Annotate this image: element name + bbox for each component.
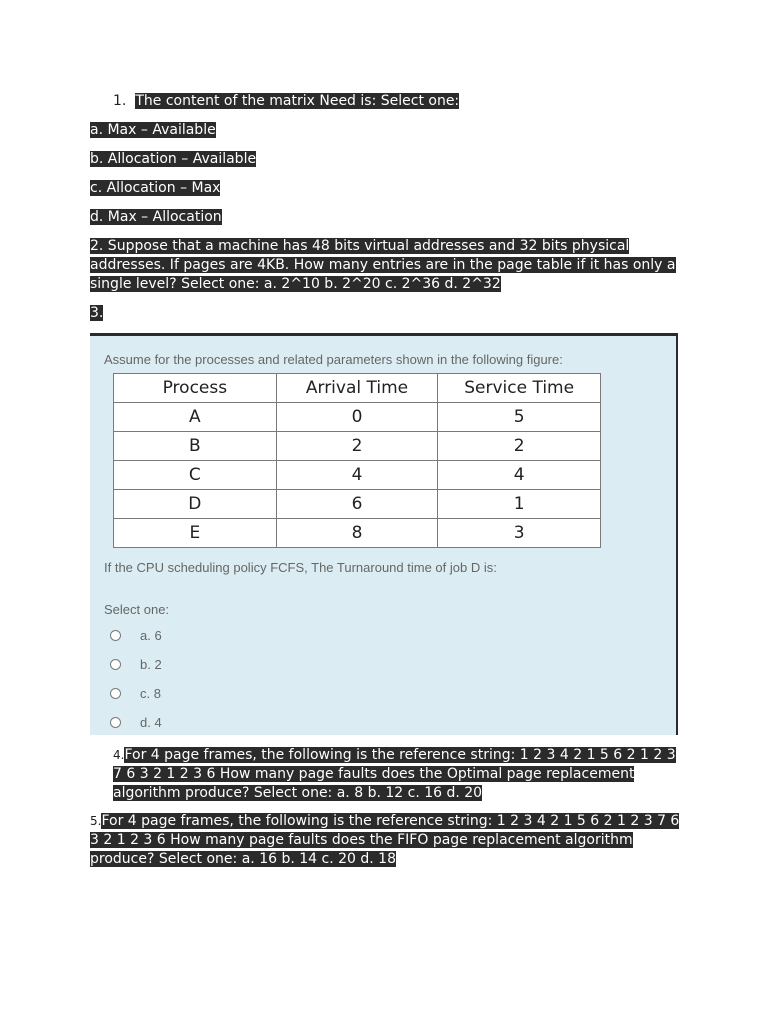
question-4-text-2: 7 6 3 2 1 2 3 6 How many page faults does the Optimal page replacement	[113, 766, 635, 782]
cell-service: 5	[438, 403, 601, 432]
header-process: Process	[114, 374, 277, 403]
option-a-label: a. Max – Available	[90, 122, 216, 138]
question-1-number: 1.	[113, 93, 127, 109]
question-5-text-3: produce? Select one: a. 16 b. 14 c. 20 d. 18	[90, 851, 396, 867]
table-header-row	[114, 374, 601, 403]
process-table	[113, 373, 601, 548]
question-4-line-2	[113, 765, 634, 784]
cell-process: B	[114, 432, 277, 461]
question-1-text: The content of the matrix Need is: Select one:	[135, 93, 460, 109]
option-c-label: c. Allocation – Max	[90, 180, 221, 196]
question-2-text-2: addresses. If pages are 4KB. How many entries are in the page table if it has only a	[90, 257, 676, 273]
question-5-line-2	[90, 831, 633, 850]
answer-option-label: a. 6	[140, 627, 162, 643]
question-2-line-3	[90, 275, 501, 294]
question-3-figure	[90, 333, 678, 735]
answer-option-label: c. 8	[140, 685, 161, 701]
question-2-text-1: 2. Suppose that a machine has 48 bits virtual addresses and 32 bits physical	[90, 238, 630, 254]
question-1	[113, 92, 459, 111]
question-5-line-3	[90, 850, 396, 869]
table-row	[114, 519, 601, 548]
radio-button[interactable]	[110, 717, 121, 728]
question-4-line-1	[113, 746, 676, 765]
cell-process: E	[114, 519, 277, 548]
question-2-line-2	[90, 256, 676, 275]
answer-option-c[interactable]	[110, 684, 161, 702]
answer-option-label: b. 2	[140, 656, 162, 672]
cell-arrival: 8	[276, 519, 438, 548]
figure-intro: Assume for the processes and related parameters shown in the following figure:	[104, 352, 563, 367]
answer-option-b[interactable]	[110, 655, 162, 673]
question-4-text-1: For 4 page frames, the following is the reference string: 1 2 3 4 2 1 5 6 2 1 2 3	[124, 747, 676, 763]
question-4-line-3	[113, 784, 482, 803]
radio-button[interactable]	[110, 630, 121, 641]
question-1-option-d	[90, 208, 222, 227]
cell-arrival: 2	[276, 432, 438, 461]
header-service-time: Service Time	[438, 374, 601, 403]
table-row	[114, 432, 601, 461]
cell-arrival: 4	[276, 461, 438, 490]
cell-process: A	[114, 403, 277, 432]
header-arrival-time: Arrival Time	[276, 374, 438, 403]
question-1-option-a	[90, 121, 216, 140]
cell-process: D	[114, 490, 277, 519]
select-one-label: Select one:	[104, 602, 170, 617]
question-5-text-1: For 4 page frames, the following is the reference string: 1 2 3 4 2 1 5 6 2 1 2 3 7 6	[101, 813, 680, 829]
radio-button[interactable]	[110, 688, 121, 699]
option-b-label: b. Allocation – Available	[90, 151, 257, 167]
answer-option-a[interactable]	[110, 626, 162, 644]
question-1-option-c	[90, 179, 220, 198]
figure-question: If the CPU scheduling policy FCFS, The Turnaround time of job D is:	[104, 560, 497, 575]
answer-option-d[interactable]	[110, 713, 162, 731]
question-4-number: 4.	[113, 748, 125, 762]
cell-service: 2	[438, 432, 601, 461]
question-5-text-2: 3 2 1 2 3 6 How many page faults does the FIFO page replacement algorithm	[90, 832, 633, 848]
cell-service: 3	[438, 519, 601, 548]
option-d-label: d. Max – Allocation	[90, 209, 222, 225]
question-2-text-3: single level? Select one: a. 2^10 b. 2^20 c. 2^36 d. 2^32	[90, 276, 501, 292]
cell-arrival: 0	[276, 403, 438, 432]
question-1-option-b	[90, 150, 256, 169]
table-row	[114, 490, 601, 519]
cell-process: C	[114, 461, 277, 490]
question-5-number: 5.	[90, 814, 102, 828]
question-3-number: 3.	[90, 305, 104, 321]
question-4-text-3: algorithm produce? Select one: a. 8 b. 12 c. 16 d. 20	[113, 785, 483, 801]
radio-button[interactable]	[110, 659, 121, 670]
cell-arrival: 6	[276, 490, 438, 519]
question-3	[90, 304, 103, 323]
cell-service: 4	[438, 461, 601, 490]
table-row	[114, 403, 601, 432]
cell-service: 1	[438, 490, 601, 519]
table-row	[114, 461, 601, 490]
question-2-line-1	[90, 237, 629, 256]
answer-option-label: d. 4	[140, 714, 162, 730]
question-5-line-1	[90, 812, 679, 831]
